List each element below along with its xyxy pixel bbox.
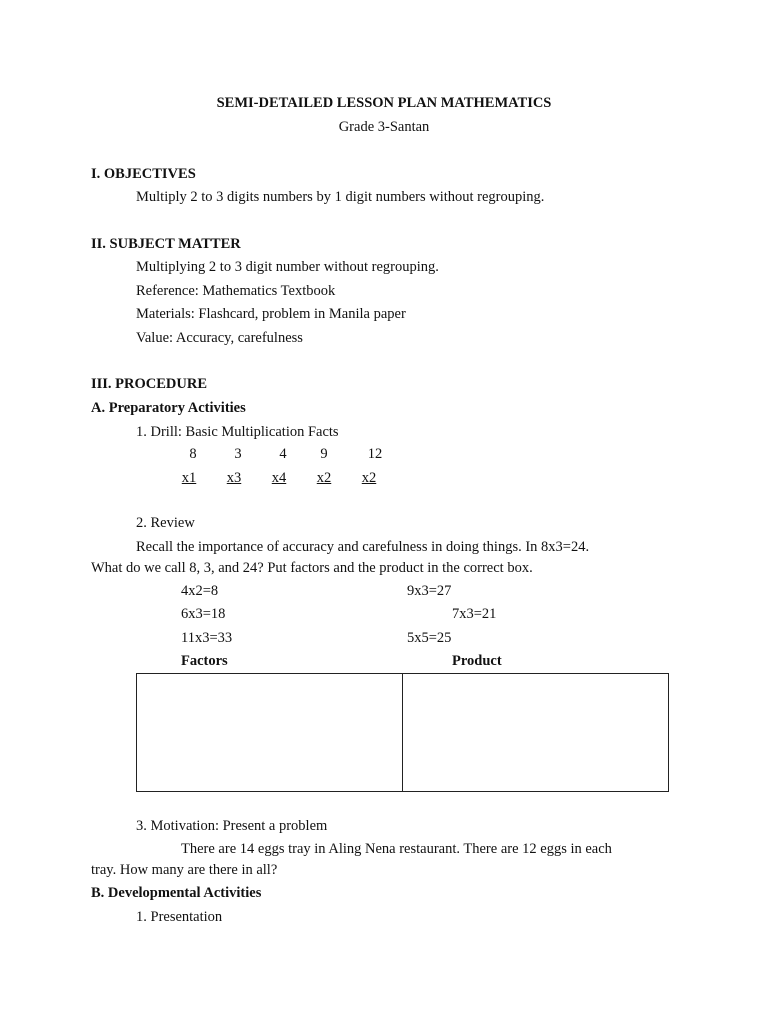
equation: 6x3=18 (181, 606, 226, 622)
subject-matter-materials: Materials: Flashcard, problem in Manila paper (136, 306, 406, 322)
factors-label: Factors (181, 653, 228, 669)
table-divider (402, 673, 403, 792)
review-text-line1: Recall the importance of accuracy and carefulness in doing things. In 8x3=24. (136, 539, 590, 555)
procedure-heading: III. PROCEDURE (91, 376, 208, 392)
equation: 11x3=33 (181, 630, 233, 646)
equation: 5x5=25 (407, 630, 452, 646)
objectives-text: Multiply 2 to 3 digits numbers by 1 digit numbers without regrouping. (136, 189, 545, 205)
subject-matter-value: Value: Accuracy, carefulness (136, 330, 303, 346)
equation: 9x3=27 (407, 583, 452, 599)
drill-number: 9 (320, 446, 328, 462)
drill-multiplier: x4 (271, 470, 287, 486)
motivation-text-line2: tray. How many are there in all? (91, 862, 278, 878)
objectives-heading: I. OBJECTIVES (91, 166, 196, 182)
preparatory-heading: A. Preparatory Activities (91, 400, 246, 416)
drill-number: 8 (189, 446, 197, 462)
drill-number: 3 (234, 446, 242, 462)
presentation-label: 1. Presentation (136, 909, 223, 925)
review-text-line2: What do we call 8, 3, and 24? Put factors and the product in the correct box. (91, 560, 533, 576)
drill-multiplier: x2 (316, 470, 332, 486)
drill-multiplier: x2 (361, 470, 377, 486)
drill-multiplier: x1 (181, 470, 197, 486)
subject-matter-heading: II. SUBJECT MATTER (91, 236, 241, 252)
drill-number: 12 (367, 446, 383, 462)
drill-number: 4 (279, 446, 287, 462)
subject-matter-line: Multiplying 2 to 3 digit number without regrouping. (136, 259, 439, 275)
motivation-label: 3. Motivation: Present a problem (136, 818, 328, 834)
page-title: SEMI-DETAILED LESSON PLAN MATHEMATICS (216, 95, 552, 111)
equation: 7x3=21 (452, 606, 497, 622)
drill-label: 1. Drill: Basic Multiplication Facts (136, 424, 339, 440)
grade-label: Grade 3-Santan (338, 119, 430, 135)
product-label: Product (452, 653, 502, 669)
review-label: 2. Review (136, 515, 195, 531)
drill-multiplier: x3 (226, 470, 242, 486)
motivation-text-line1: There are 14 eggs tray in Aling Nena restaurant. There are 12 eggs in each (181, 841, 612, 857)
developmental-heading: B. Developmental Activities (91, 885, 262, 901)
equation: 4x2=8 (181, 583, 219, 599)
subject-matter-reference: Reference: Mathematics Textbook (136, 283, 336, 299)
